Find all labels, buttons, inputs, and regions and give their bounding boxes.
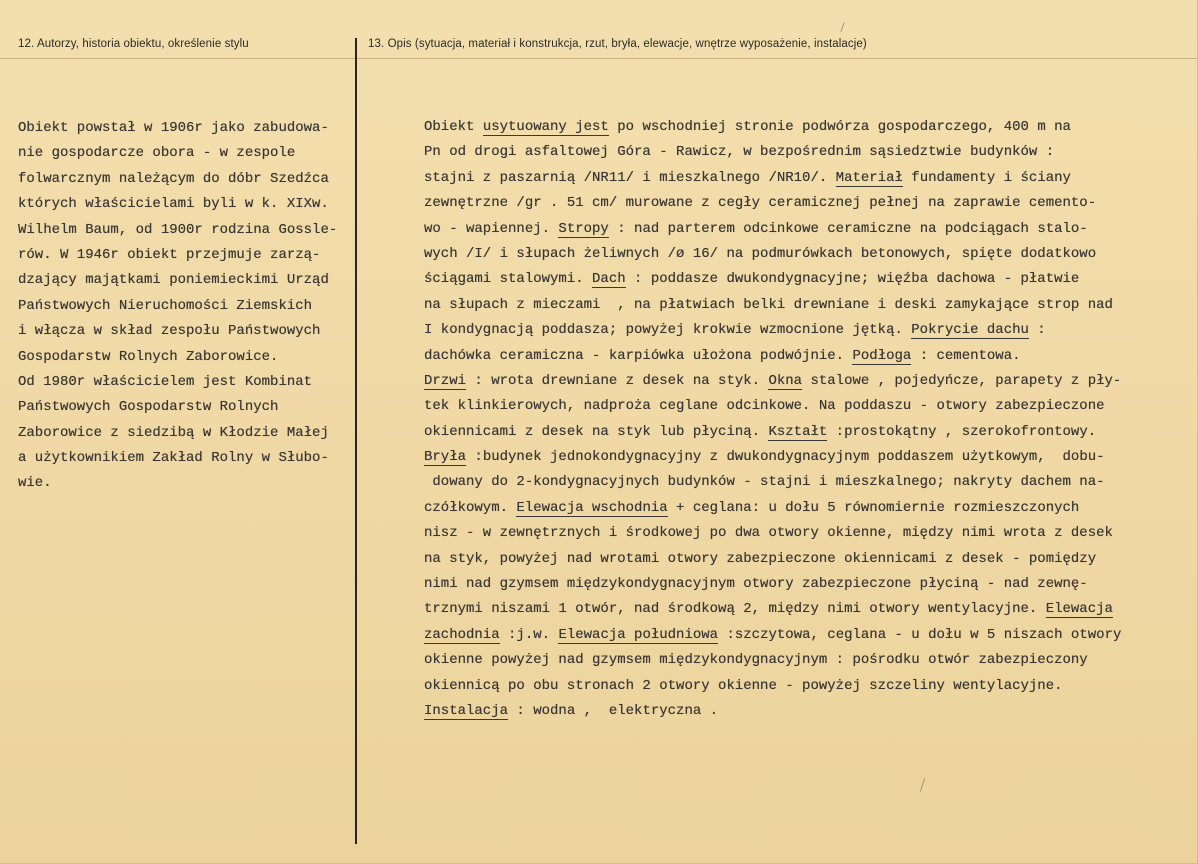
line-text: Zaborowice z siedzibą w Kłodzie Małej [18, 424, 329, 441]
line-text: : poddasze dwukondygnacyjne; więźba dachowa - płatwie [625, 271, 1080, 288]
line-text: dachówka ceramiczna - karpiówka ułożona podwójnie. [424, 347, 853, 364]
typed-line [18, 370, 352, 395]
typed-line [424, 470, 1184, 495]
line-text: :szczytowa, ceglana - u dołu w 5 niszach otwory [718, 626, 1122, 643]
line-text: rów. W 1946r obiekt przejmuje zarzą- [18, 246, 321, 263]
description-text-block [424, 115, 1184, 724]
typed-line [18, 116, 352, 141]
underlined-heading: Materiał [835, 169, 903, 186]
typed-line [18, 167, 352, 192]
typed-line [424, 496, 1184, 521]
typed-line [424, 318, 1184, 343]
line-text: : nad parterem odcinkowe ceramiczne na podciągach stalo- [608, 220, 1088, 237]
typed-line [424, 293, 1184, 318]
line-text: tek klinkierowych, nadproża ceglane odcinkowe. Na poddaszu - otwory zabezpieczone [424, 398, 1105, 415]
underlined-heading: Podłoga [852, 347, 912, 364]
underlined-heading: usytuowany jest [482, 119, 609, 135]
line-text: Obiekt [424, 119, 483, 135]
line-text: a użytkownikiem Zakład Rolny w Słubo- [18, 450, 329, 467]
line-text: Państwowych Gospodarstw Rolnych [18, 399, 279, 416]
underlined-heading: Elewacja południowa [558, 626, 719, 643]
underlined-heading: Stropy [558, 220, 609, 237]
underlined-heading: Elewacja [1045, 601, 1113, 618]
line-text: czółkowym. [424, 499, 517, 516]
typed-line [18, 345, 352, 370]
typed-line [424, 521, 1184, 546]
line-text: trznymi niszami 1 otwór, nad środkową 2, między nimi otwory wentylacyjne. [424, 601, 1046, 618]
typed-line [18, 446, 352, 471]
line-text: stalowe , pojedyńcze, parapety z pły- [802, 372, 1122, 389]
typed-line [424, 140, 1184, 165]
typed-line [18, 471, 352, 496]
line-text: Od 1980r właścicielem jest Kombinat [18, 373, 313, 390]
line-text: dowany do 2-kondygnacyjnych budynków - stajni i mieszkalnego; nakryty dachem na- [424, 474, 1105, 491]
typed-line [18, 141, 352, 166]
line-text: : [1028, 322, 1046, 339]
typed-line [424, 166, 1184, 191]
line-text: Pn od drogi asfaltowej Góra - Rawicz, w bezpośrednim sąsiedztwie budynków : [424, 144, 1055, 161]
line-text: :j.w. [499, 626, 559, 643]
line-text: okiennicami z desek na styk lub płyciną. [424, 423, 769, 440]
underlined-heading: Dach [592, 271, 626, 288]
line-text: okienne powyżej nad gzymsem międzykondygnacyjnym : pośrodku otwór zabezpieczony [424, 652, 1088, 669]
typed-line [18, 218, 352, 243]
typed-line [424, 445, 1184, 470]
underlined-heading: zachodnia [424, 626, 500, 643]
typed-line [18, 319, 352, 344]
line-text: fundamenty i ściany [902, 169, 1071, 186]
typed-line [424, 369, 1184, 394]
column-divider [355, 38, 357, 844]
line-text: : cementowa. [911, 347, 1021, 364]
line-text: po wschodniej stronie podwórza gospodarczego, 400 m na [608, 119, 1071, 135]
typed-line [424, 572, 1184, 597]
typed-line [424, 267, 1184, 292]
line-text: na słupach z mieczami , na płatwiach belki drewniane i deski zamykające strop nad [424, 296, 1113, 313]
typed-line [424, 191, 1184, 216]
line-text: których właścicielami byli w k. XIXw. [18, 196, 329, 213]
line-text: I kondygnacją poddasza; powyżej krokwie wzmocnione jętką. [424, 322, 912, 339]
section-12-header: 12. Autorzy, historia obiektu, określenie stylu [18, 38, 249, 50]
paper-scratch-mark [840, 22, 844, 32]
underlined-heading: Pokrycie dachu [911, 322, 1029, 339]
underlined-heading: Elewacja wschodnia [516, 499, 668, 516]
history-text-block [18, 116, 352, 497]
typed-line [18, 192, 352, 217]
typed-line [424, 547, 1184, 572]
paper-scratch-mark [920, 778, 925, 792]
typed-line [424, 242, 1184, 267]
typed-line [424, 115, 1184, 140]
underlined-heading: Kształt [768, 423, 828, 440]
typed-line [424, 699, 1184, 724]
typed-line [424, 674, 1184, 699]
typed-line [424, 420, 1184, 445]
line-text: :prostokątny , szerokofrontowy. [827, 423, 1097, 440]
line-text: nisz - w zewnętrznych i środkowej po dwa otwory okienne, między nimi wrota z desek [424, 525, 1113, 542]
line-text: i włącza w skład zespołu Państwowych [18, 323, 321, 340]
line-text: wych /I/ i słupach żeliwnych /ø 16/ na podmurówkach betonowych, spięte dodatkowo [424, 245, 1097, 262]
section-13-header: 13. Opis (sytuacja, materiał i konstrukcja, rzut, bryła, elewacje, wnętrze wyposażenie, instalacje) [368, 38, 867, 50]
line-text: okiennicą po obu stronach 2 otwory okienne - powyżej szczeliny wentylacyjne. [424, 677, 1063, 694]
line-text: stajni z paszarnią /NR11/ i mieszkalnego /NR10/. [424, 169, 836, 186]
line-text: + ceglana: u dołu 5 równomiernie rozmieszczonych [667, 499, 1080, 516]
line-text: Państwowych Nieruchomości Ziemskich [18, 297, 313, 314]
underlined-heading: Instalacja [424, 702, 509, 719]
underlined-heading: Drzwi [424, 372, 467, 389]
line-text: ściągami stalowymi. [424, 271, 593, 288]
typed-line [18, 294, 352, 319]
line-text: Obiekt powstał w 1906r jako zabudowa- [18, 120, 329, 136]
line-text: na styk, powyżej nad wrotami otwory zabezpieczone okiennicami z desek - pomiędzy [424, 550, 1097, 567]
typed-line [424, 648, 1184, 673]
typed-line [424, 217, 1184, 242]
typed-line [424, 394, 1184, 419]
typed-line [18, 243, 352, 268]
line-text: folwarcznym należącym do dóbr Szedźca [18, 170, 329, 187]
underlined-heading: Okna [768, 372, 803, 389]
typed-line [18, 268, 352, 293]
line-text: dzający majątkami poniemieckimi Urząd [18, 272, 329, 289]
line-text: : wrota drewniane z desek na styk. [466, 372, 769, 389]
line-text: wo - wapiennej. [424, 220, 559, 237]
typed-line [424, 623, 1184, 648]
typed-line [18, 395, 352, 420]
typed-line [424, 597, 1184, 622]
line-text: : wodna , elektryczna . [508, 702, 719, 719]
typed-line [18, 421, 352, 446]
line-text: nie gospodarcze obora - w zespole [18, 145, 296, 162]
line-text: :budynek jednokondygnacyjny z dwukondygnacyjnym poddaszem użytkowym, dobu- [466, 449, 1105, 466]
line-text: nimi nad gzymsem międzykondygnacyjnym otwory zabezpieczone płyciną - nad zewnę- [424, 576, 1088, 593]
typed-line [424, 344, 1184, 369]
line-text: zewnętrzne /gr . 51 cm/ murowane z cegły ceramicznej pełnej na zaprawie cemento- [424, 195, 1097, 212]
line-text: wie. [18, 475, 52, 492]
header-rule [0, 58, 1198, 59]
line-text: Gospodarstw Rolnych Zaborowice. [18, 348, 279, 365]
underlined-heading: Bryła [424, 449, 467, 466]
line-text: Wilhelm Baum, od 1900r rodzina Gossle- [18, 221, 338, 238]
